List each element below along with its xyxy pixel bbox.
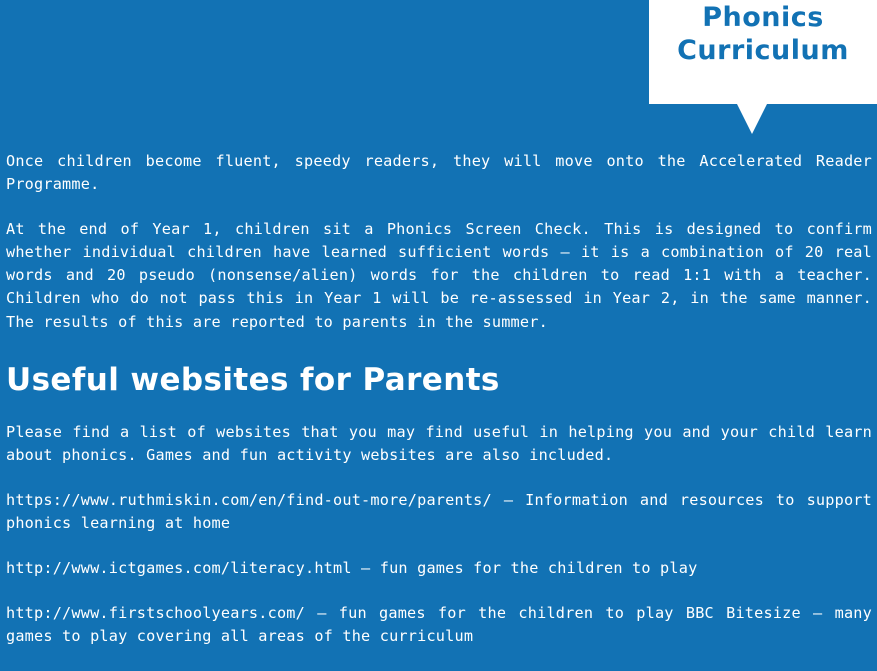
link-firstschoolyears[interactable]: http://www.firstschoolyears.com/ – fun games for the children to play BBC Bitesize – many games to play covering all areas of the curriculum bbox=[6, 604, 872, 646]
link-ruthmiskin[interactable]: https://www.ruthmiskin.com/en/find-out-more/parents/ – Information and resources to support phonics learning at home bbox=[6, 491, 872, 533]
paragraph-websites-intro: Please find a list of websites that you may find useful in helping you and your child learn about phonics. Games and fun activity websites are also included. bbox=[6, 422, 872, 464]
link-ictgames[interactable]: http://www.ictgames.com/literacy.html – fun games for the children to play bbox=[6, 559, 698, 578]
paragraph-phonics-screen-check: At the end of Year 1, children sit a Phonics Screen Check. This is designed to confirm whether individual children have learned sufficient words – it is a combination of 20 real words and 20 pseudo (nonsense/alien) words for the children to read 1:1 with a teacher. Children who do not pass this in Year 1 will be re-assessed in Year 2, in the same manner. The results of this are reported to parents in the summer. bbox=[6, 220, 872, 331]
paragraph-accelerated-reader: Once children become fluent, speedy readers, they will move onto the Accelerated Reader Programme. bbox=[6, 152, 872, 194]
banner-title-line-2: Curriculum bbox=[677, 34, 849, 66]
document-content bbox=[6, 150, 872, 671]
banner-title bbox=[649, 0, 877, 68]
phonics-curriculum-banner bbox=[649, 0, 877, 134]
banner-title-line-1: Phonics bbox=[702, 2, 824, 33]
page-title-useful-websites: Useful websites for Parents bbox=[6, 361, 500, 398]
